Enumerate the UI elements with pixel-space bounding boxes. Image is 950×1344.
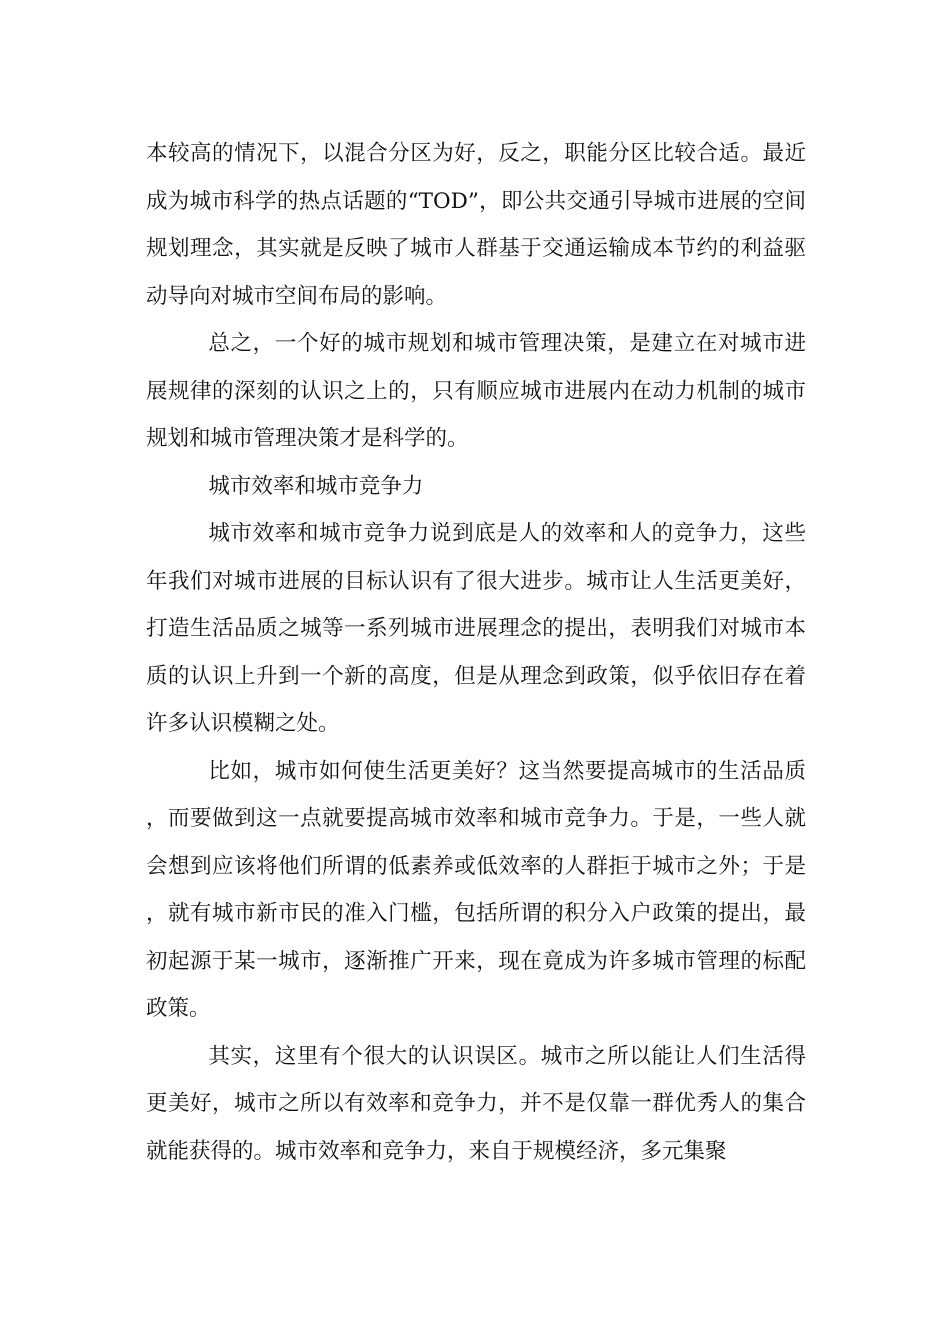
paragraph-5: 其实，这里有个很大的认识误区。城市之所以能让人们生活得更美好，城市之所以有效率和竞争力，并不是仅靠一群优秀人的集合就能获得的。城市效率和竞争力，来自于规模经济，多元集聚 bbox=[146, 1043, 806, 1164]
paragraph-3: 城市效率和城市竞争力说到底是人的效率和人的竞争力，这些年我们对城市进展的目标认识有了很大进步。城市让人生活更美好，打造生活品质之城等一系列城市进展理念的提出，表明我们对城市本质的认识上升到一个新的高度，但是从理念到政策，似乎依旧存在着许多认识模糊之处。 bbox=[146, 521, 806, 736]
paragraph-2: 总之，一个好的城市规划和城市管理决策，是建立在对城市进展规律的深刻的认识之上的，只有顺应城市进展内在动力机制的城市规划和城市管理决策才是科学的。 bbox=[146, 331, 806, 451]
document-body bbox=[146, 130, 806, 1175]
paragraph-1: 本较高的情况下，以混合分区为好，反之，职能分区比较合适。最近成为城市科学的热点话题的“TOD”，即公共交通引导城市进展的空间规划理念，其实就是反映了城市人群基于交通运输成本节约的利益驱动导向对城市空间布局的影响。 bbox=[146, 141, 806, 309]
paragraph-4: 比如，城市如何使生活更美好？这当然要提高城市的生活品质，而要做到这一点就要提高城市效率和城市竞争力。于是，一些人就会想到应该将他们所谓的低素养或低效率的人群拒于城市之外；于是，就有城市新市民的准入门槛，包括所谓的积分入户政策的提出，最初起源于某一城市，逐渐推广开来，现在竟成为许多城市管理的标配政策。 bbox=[146, 758, 806, 1021]
section-heading: 城市效率和城市竞争力 bbox=[208, 473, 424, 499]
